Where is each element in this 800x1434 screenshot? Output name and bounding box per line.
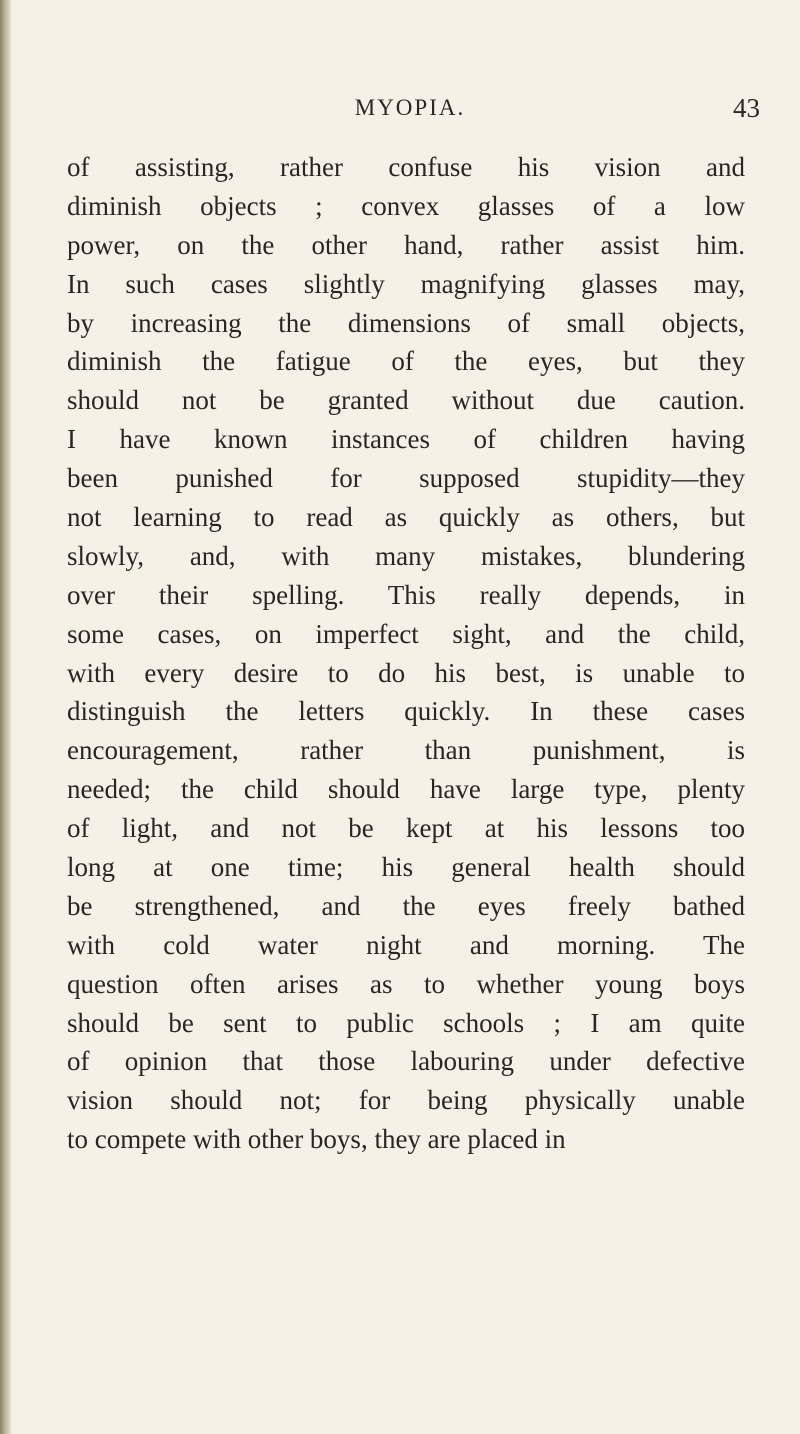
text-line: of assisting, rather confuse his vision and — [67, 152, 745, 182]
text-line: needed; the child should have large type, plenty — [67, 774, 745, 805]
text-line: should be sent to public schools ; I am quite — [67, 1007, 745, 1038]
text-line: not learning to read as quickly as others, but — [67, 502, 745, 533]
text-line: should not be granted without due caution. — [67, 385, 745, 416]
text-line: of light, and not be kept at his lessons too — [67, 813, 745, 844]
body-text — [67, 148, 745, 1159]
text-line: In such cases slightly magnifying glasses may, — [67, 268, 745, 299]
text-line: to compete with other boys, they are placed in — [67, 1124, 566, 1155]
page-number: 43 — [733, 93, 760, 123]
page-header — [60, 88, 760, 128]
text-line: diminish the fatigue of the eyes, but they — [67, 346, 745, 377]
running-head: MYOPIA. — [354, 95, 466, 120]
text-line: over their spelling. This really depends, in — [67, 579, 745, 610]
text-line: with cold water night and morning. The — [67, 929, 745, 960]
text-line: some cases, on imperfect sight, and the child, — [67, 618, 745, 649]
text-line: encouragement, rather than punishment, is — [67, 735, 745, 766]
text-line: slowly, and, with many mistakes, blundering — [67, 540, 745, 571]
text-line: been punished for supposed stupidity—they — [67, 463, 745, 494]
text-line: be strengthened, and the eyes freely bathed — [67, 890, 745, 921]
text-line: question often arises as to whether young boys — [67, 968, 745, 999]
text-line: distinguish the letters quickly. In these cases — [67, 696, 745, 727]
text-line: vision should not; for being physically unable — [67, 1085, 745, 1116]
text-line: I have known instances of children having — [67, 424, 745, 455]
text-line: by increasing the dimensions of small objects, — [67, 307, 745, 338]
text-line: with every desire to do his best, is unable to — [67, 657, 745, 688]
text-line: of opinion that those labouring under defective — [67, 1046, 745, 1077]
text-line: long at one time; his general health should — [67, 852, 745, 883]
page-binding-edge — [0, 0, 12, 1434]
text-line: diminish objects ; convex glasses of a low — [67, 190, 745, 221]
text-line: power, on the other hand, rather assist him. — [67, 229, 745, 260]
